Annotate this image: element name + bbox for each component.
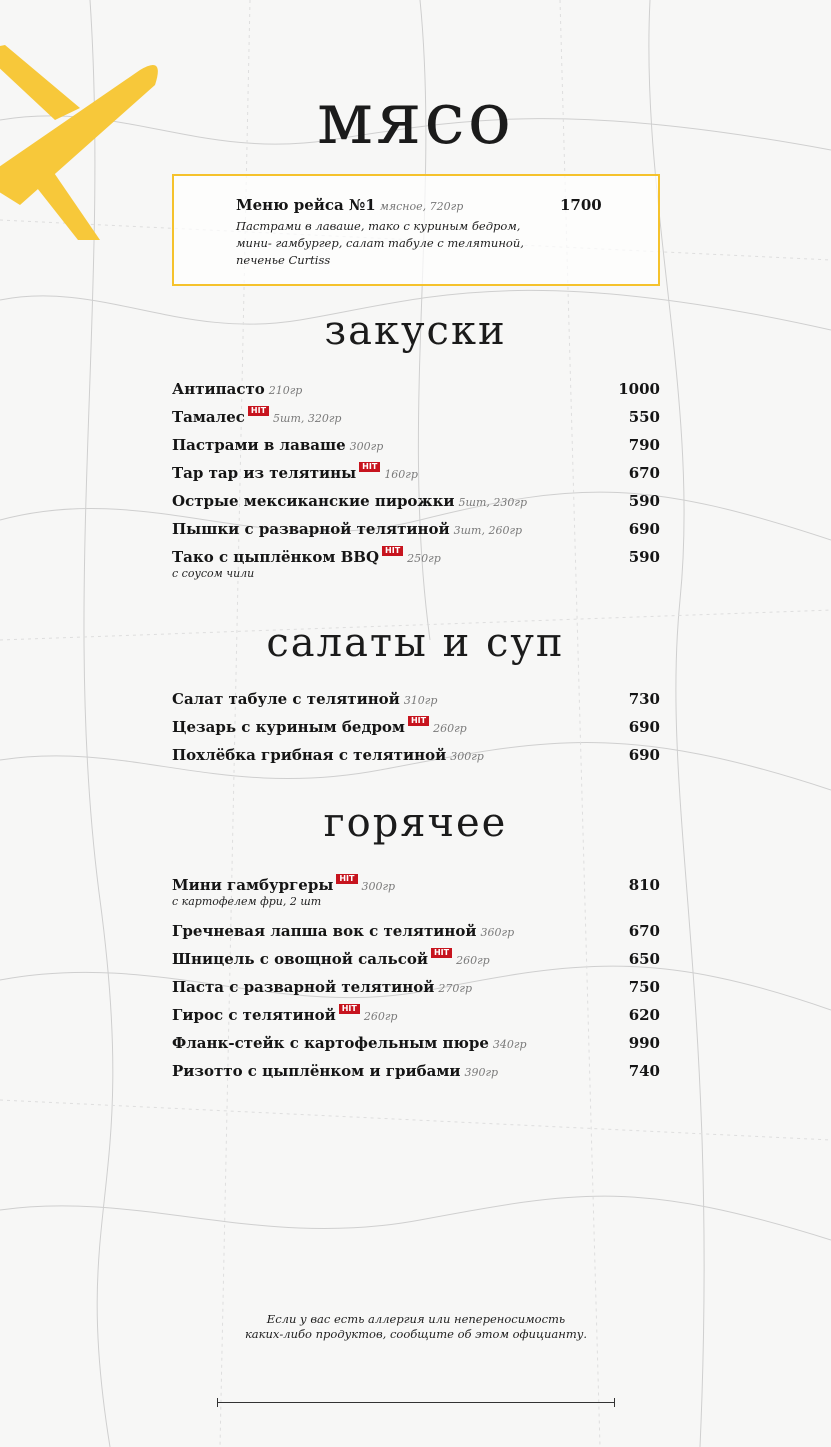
menu-item-weight: 360гр	[480, 926, 515, 939]
menu-item	[172, 433, 660, 461]
menu-item-price: 690	[628, 520, 660, 538]
menu-item-weight: 270гр	[438, 982, 472, 995]
menu-item-weight: 260гр	[363, 1010, 398, 1023]
menu-item	[172, 947, 660, 975]
menu-item	[172, 975, 660, 1003]
menu-item-price: 810	[628, 876, 660, 894]
menu-item-weight: 210гр	[268, 384, 303, 397]
menu-item-name: Тако с цыплёнком BBQ	[172, 548, 380, 566]
menu-item-weight: 300гр	[450, 750, 484, 763]
menu-item	[172, 715, 660, 743]
menu-item	[172, 687, 660, 715]
menu-item	[172, 517, 660, 545]
menu-item-name: Салат табуле с телятиной	[172, 690, 400, 708]
footer-divider-tick-left	[217, 1398, 218, 1407]
menu-item-title	[172, 1003, 660, 1029]
page-title: мясо	[316, 76, 515, 160]
menu-item-title	[172, 377, 660, 403]
menu-item	[172, 489, 660, 517]
hit-badge: HIT	[408, 716, 429, 726]
menu-item-name: Цезарь с куриным бедром	[172, 718, 405, 736]
menu-item-weight: 340гр	[492, 1038, 527, 1051]
menu-item-price: 670	[628, 464, 660, 482]
menu-item-name: Шницель с овощной сальсой	[172, 950, 428, 968]
menu-item	[172, 1003, 660, 1031]
menu-item-name: Острые мексиканские пирожки	[172, 492, 455, 510]
set-menu-title	[236, 196, 463, 214]
menu-item-price: 740	[628, 1062, 660, 1080]
section-title-snacks: закуски	[324, 308, 507, 354]
menu-item-name: Паста с разварной телятиной	[172, 978, 435, 996]
menu-item	[172, 873, 660, 919]
hit-badge: HIT	[339, 1004, 360, 1014]
menu-item-title	[172, 1031, 660, 1057]
set-menu-price: 1700	[560, 196, 602, 214]
menu-item-price: 590	[628, 548, 660, 566]
menu-item-weight: 250гр	[407, 552, 441, 565]
hit-badge: HIT	[431, 948, 452, 958]
menu-item-price: 690	[628, 746, 660, 764]
menu-item	[172, 919, 660, 947]
section-title-salads: салаты и суп	[266, 620, 565, 666]
allergy-line-2: каких-либо продуктов, сообщите об этом официанту.	[244, 1327, 588, 1341]
menu-item-weight: 390гр	[464, 1066, 499, 1079]
menu-item-title	[172, 489, 660, 515]
menu-item	[172, 405, 660, 433]
set-menu-description: Пастрами в лаваше, тако с куриным бедром, мини- гамбургер, салат табуле с телятиной, печенье Curtiss	[236, 219, 524, 267]
menu-item-title	[172, 405, 660, 431]
menu-item-name: Пышки с разварной телятиной	[172, 520, 450, 538]
menu-item-weight: 160гр	[384, 468, 418, 481]
menu-list-salads	[172, 687, 660, 771]
menu-item	[172, 1059, 660, 1087]
menu-item	[172, 743, 660, 771]
menu-item-name: Антипасто	[172, 380, 265, 398]
menu-item-price: 670	[628, 922, 660, 940]
hit-badge: HIT	[359, 462, 380, 472]
hit-badge: HIT	[382, 546, 403, 556]
menu-item-title	[172, 433, 660, 459]
menu-item-weight: 310гр	[403, 694, 438, 707]
menu-item-price: 690	[628, 718, 660, 736]
menu-item-title	[172, 687, 660, 713]
menu-item-price: 590	[628, 492, 660, 510]
menu-item-name: Гречневая лапша вок с телятиной	[172, 922, 477, 940]
menu-item	[172, 377, 660, 405]
menu-item-price: 550	[628, 408, 660, 426]
allergy-line-1: Если у вас есть аллергия или непереносимость	[266, 1312, 566, 1326]
menu-item-price: 990	[628, 1034, 660, 1052]
menu-item	[172, 545, 660, 591]
menu-item-weight: 3шт, 260гр	[453, 524, 523, 537]
menu-item-title	[172, 517, 660, 543]
footer-divider-tick-right	[614, 1398, 615, 1407]
menu-item-title	[172, 743, 660, 769]
menu-item-name: Мини гамбургеры	[172, 876, 334, 894]
menu-item-title	[172, 975, 660, 1001]
allergy-notice	[215, 1312, 617, 1342]
hit-badge: HIT	[248, 406, 269, 416]
menu-item-title	[172, 919, 660, 945]
set-menu-name: Меню рейса №1	[236, 196, 376, 214]
menu-item-name: Пастрами в лаваше	[172, 436, 346, 454]
menu-item-title	[172, 947, 660, 973]
menu-item-title	[172, 1059, 660, 1085]
menu-item-weight: 300гр	[361, 880, 396, 893]
menu-list-hot	[172, 873, 660, 1087]
menu-item	[172, 461, 660, 489]
menu-item-price: 1000	[618, 380, 660, 398]
menu-item-name: Тамалес	[172, 408, 245, 426]
menu-item-weight: 5шт, 320гр	[273, 412, 342, 425]
menu-item-name: Похлёбка грибная с телятиной	[172, 746, 447, 764]
footer-divider	[217, 1402, 615, 1403]
menu-item	[172, 1031, 660, 1059]
menu-item-weight: 300гр	[349, 440, 384, 453]
menu-item-weight: 260гр	[456, 954, 490, 967]
section-title-hot: горячее	[323, 800, 508, 846]
menu-item-price: 730	[628, 690, 660, 708]
menu-item-note: с соусом чили	[172, 567, 255, 580]
menu-item-title	[172, 715, 660, 741]
menu-item-name: Ризотто с цыплёнком и грибами	[172, 1062, 461, 1080]
menu-item-price: 750	[628, 978, 660, 996]
set-menu-weight: мясное, 720гр	[379, 200, 464, 213]
menu-item-name: Тар тар из телятины	[172, 464, 357, 482]
menu-item-price: 650	[628, 950, 660, 968]
menu-item-note: с картофелем фри, 2 шт	[172, 895, 322, 908]
menu-item-name: Гирос с телятиной	[172, 1006, 336, 1024]
menu-item-title	[172, 461, 660, 487]
menu-list-snacks	[172, 377, 660, 591]
hit-badge: HIT	[336, 874, 357, 884]
menu-item-weight: 5шт, 230гр	[458, 496, 527, 509]
menu-item-weight: 260гр	[433, 722, 467, 735]
menu-item-price: 620	[628, 1006, 660, 1024]
set-menu-card	[172, 174, 660, 286]
menu-item-name: Фланк-стейк с картофельным пюре	[172, 1034, 489, 1052]
menu-item-price: 790	[628, 436, 660, 454]
